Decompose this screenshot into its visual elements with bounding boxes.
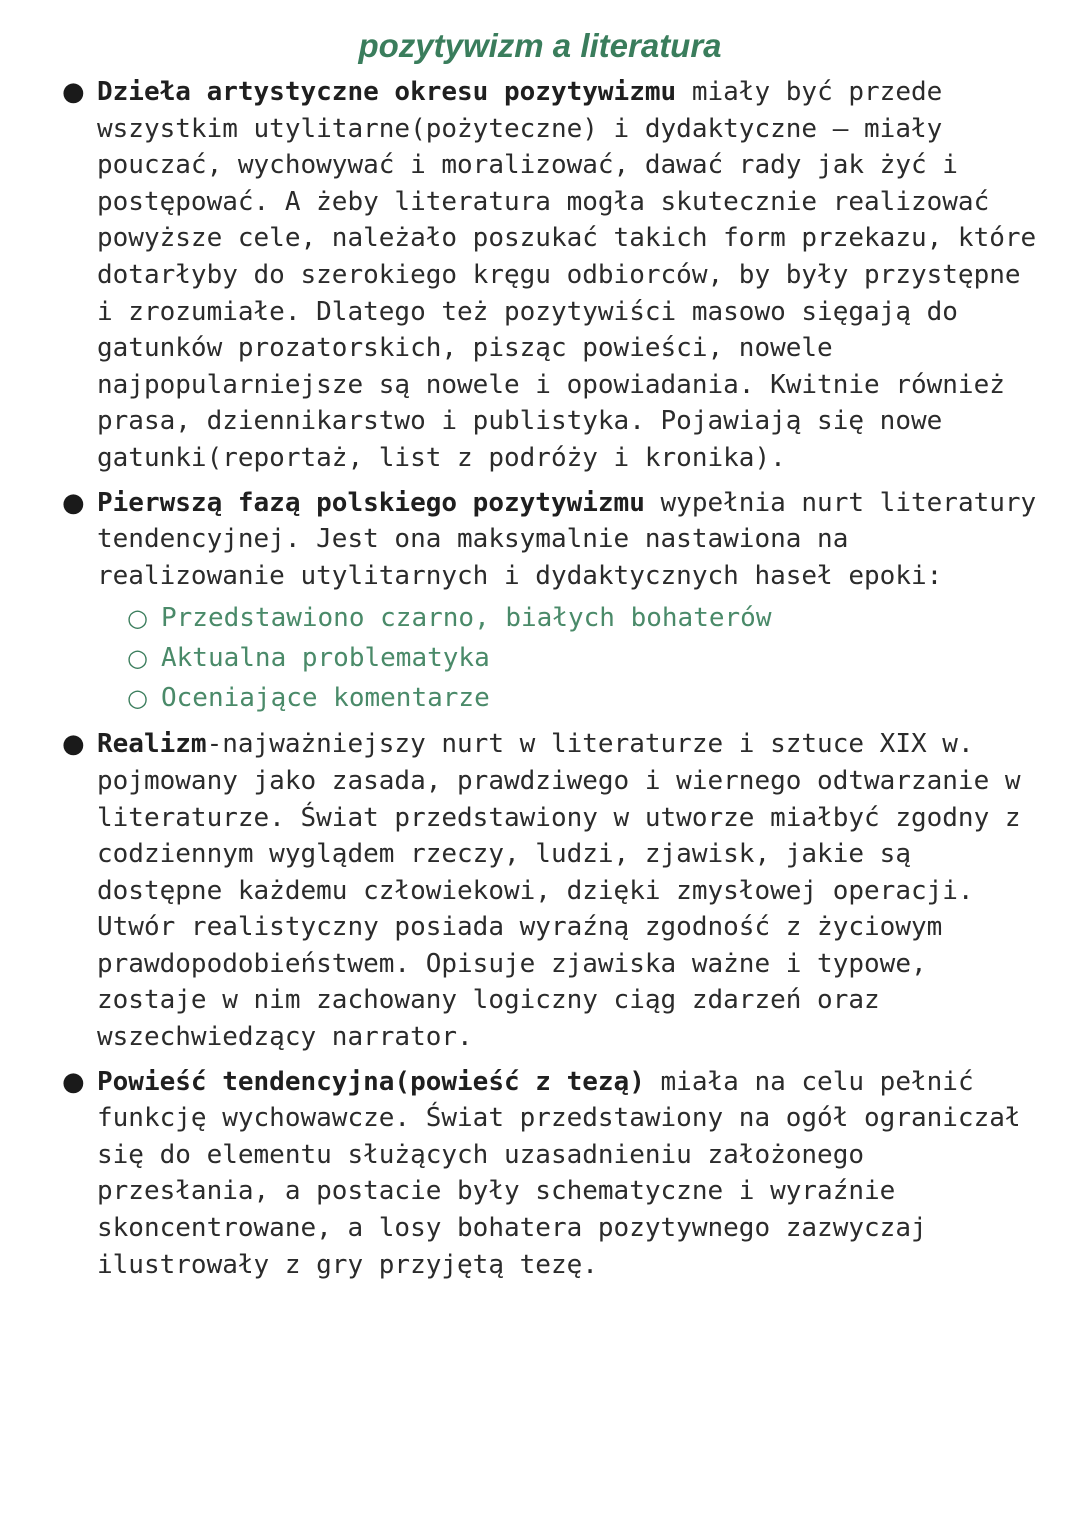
list-item-powiesc-tendencyjna: [0, 1064, 1080, 1284]
sub-item-text: Aktualna problematyka: [161, 643, 490, 674]
bold-term: Realizm: [97, 729, 207, 760]
bullet-icon: ●: [62, 487, 85, 518]
circle-bullet-icon: ○: [127, 644, 148, 673]
paragraph-realizm: [97, 726, 1040, 1055]
bullet-icon: ●: [62, 1066, 85, 1097]
sub-list-item: [97, 678, 1040, 718]
paragraph-dziela: [97, 74, 1040, 477]
sub-item-text: Przedstawiono czarno, białych bohaterów: [161, 603, 772, 634]
sub-list-item: [97, 598, 1040, 638]
bold-term: Pierwszą fazą polskiego pozytywizmu: [97, 487, 645, 518]
bold-term: Dzieła artystyczne okresu pozytywizmu: [97, 77, 677, 107]
list-item-realizm: [0, 726, 1080, 1055]
main-bullet-list: [0, 74, 1080, 1291]
paragraph-text: -najważniejszy nurt w literaturze i sztuce XIX w. pojmowany jako zasada, prawdziwego i wiernego odtwarzanie w literaturze. Świat przedstawiony w utworze miałbyć zgodny z codziennym wyglądem rzeczy, ludzi, zjawisk, jakie są dostępne każdemu człowiekowi, dzięki zmysłowej operacji. Utwór realistyczny posiada wyraźną zgodność z życiowym prawdopodobieństwem. Opisuje zjawiska ważne i typowe, zostaje w nim zachowany logiczny ciąg zdarzeń oraz wszechwiedzący narrator.: [97, 729, 1021, 1053]
bold-term: Powieść tendencyjna(powieść z tezą): [97, 1066, 645, 1097]
paragraph-text: miała na celu pełnić funkcję wychowawcze. Świat przedstawiony na ogół ograniczał się do elementu służących uzasadnieniu założonego przesłania, a postacie były schematyczne i wyraźnie skoncentrowane, a losy bohatera pozytywnego zazwyczaj ilustrowały z gry przyjętą tezę.: [97, 1066, 1021, 1280]
list-item-pierwsza-faza: [0, 485, 1080, 719]
paragraph-pierwsza-faza: [97, 485, 1040, 595]
paragraph-powiesc-tendencyjna: [97, 1064, 1040, 1284]
sub-bullet-list: [97, 598, 1040, 718]
paragraph-text: wypełnia nurt literatury tendencyjnej. Jest ona maksymalnie nastawiona na realizowanie utylitarnych i dydaktycznych haseł epoki:: [97, 487, 1037, 591]
sub-item-text: Oceniające komentarze: [161, 683, 490, 714]
paragraph-text: miały być przede wszystkim utylitarne(pożyteczne) i dydaktyczne – miały pouczać, wychowywać i moralizować, dawać rady jak żyć i postępować. A żeby literatura mogła skutecznie realizować powyższe cele, należało poszukać takich form przekazu, które dotarłyby do szerokiego kręgu odbiorców, by były przystępne i zrozumiałe. Dlatego też pozytywiści masowo sięgają do gatunków prozatorskich, pisząc powieści, nowele najpopularniejsze są nowele i opowiadania. Kwitnie również prasa, dziennikarstwo i publistyka. Pojawiają się nowe gatunki(reportaż, list z podróży i kronika).: [97, 77, 1037, 473]
sub-list-item: [97, 638, 1040, 678]
bullet-icon: ●: [62, 77, 85, 107]
page-title: pozytywizm a literatura: [358, 27, 722, 64]
bullet-icon: ●: [62, 729, 85, 760]
list-item-dziela: [0, 74, 1080, 477]
circle-bullet-icon: ○: [127, 604, 148, 633]
circle-bullet-icon: ○: [127, 684, 148, 713]
